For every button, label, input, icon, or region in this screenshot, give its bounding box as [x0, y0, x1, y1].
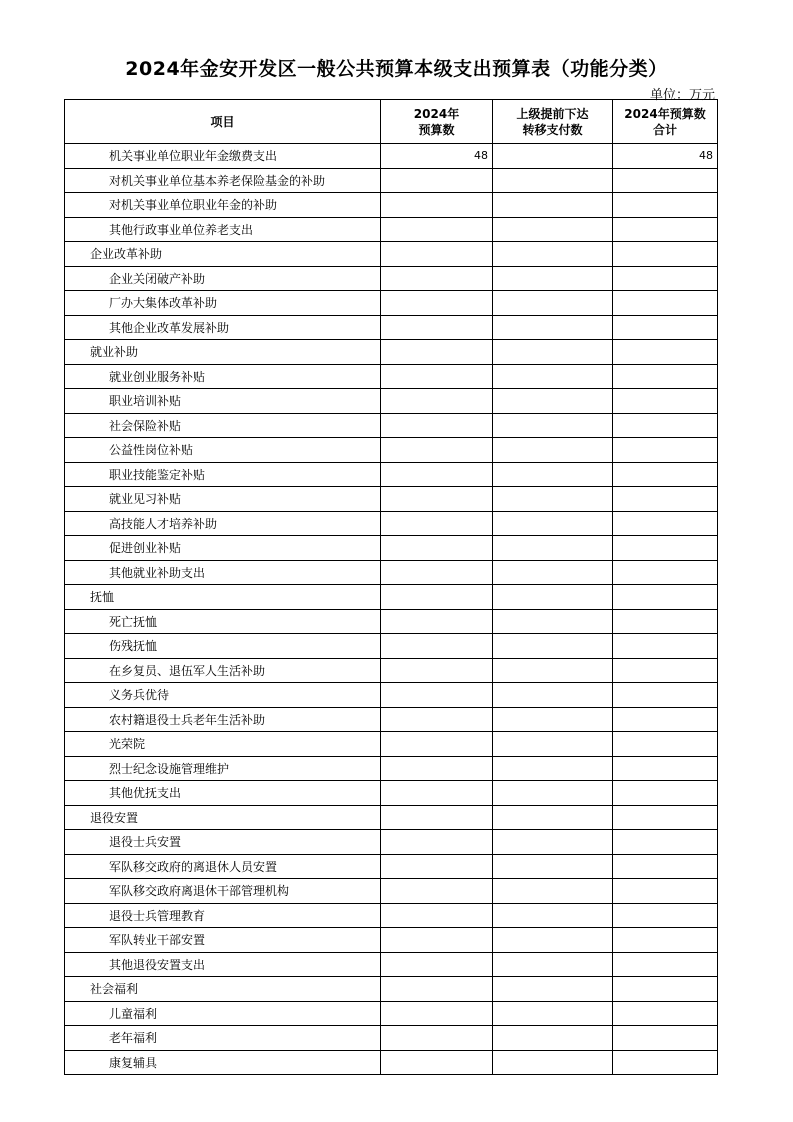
transfer-cell: [493, 585, 613, 610]
total-cell: [613, 1050, 718, 1075]
header-total-line2: 合计: [652, 122, 677, 137]
budget-cell: [381, 242, 493, 267]
transfer-cell: [493, 707, 613, 732]
budget-cell: [381, 928, 493, 953]
transfer-cell: [493, 413, 613, 438]
table-row: [65, 609, 718, 634]
transfer-cell: [493, 291, 613, 316]
header-transfer: [493, 100, 613, 144]
header-budget-line2: 预算数: [418, 122, 455, 137]
total-cell: [613, 805, 718, 830]
transfer-cell: [493, 683, 613, 708]
item-cell: 其他就业补助支出: [65, 560, 381, 585]
total-cell: [613, 1001, 718, 1026]
transfer-cell: [493, 536, 613, 561]
total-cell: [613, 413, 718, 438]
budget-cell: [381, 364, 493, 389]
header-budget-line1: 2024年: [413, 106, 460, 121]
item-cell: 对机关事业单位职业年金的补助: [65, 193, 381, 218]
total-cell: [613, 732, 718, 757]
transfer-cell: [493, 438, 613, 463]
item-cell: 退役士兵安置: [65, 830, 381, 855]
item-cell: 康复辅具: [65, 1050, 381, 1075]
item-cell: 高技能人才培养补助: [65, 511, 381, 536]
table-row: [65, 732, 718, 757]
transfer-cell: [493, 732, 613, 757]
total-cell: [613, 193, 718, 218]
transfer-cell: [493, 1026, 613, 1051]
table-row: [65, 683, 718, 708]
table-row: [65, 977, 718, 1002]
total-cell: [613, 585, 718, 610]
transfer-cell: [493, 364, 613, 389]
total-cell: [613, 266, 718, 291]
table-row: [65, 830, 718, 855]
budget-cell: 48: [381, 144, 493, 169]
transfer-cell: [493, 805, 613, 830]
total-cell: [613, 879, 718, 904]
table-row: [65, 634, 718, 659]
table-row: [65, 707, 718, 732]
total-cell: [613, 560, 718, 585]
total-cell: [613, 168, 718, 193]
total-cell: [613, 389, 718, 414]
item-cell: 退役安置: [65, 805, 381, 830]
budget-cell: [381, 536, 493, 561]
total-cell: [613, 609, 718, 634]
transfer-cell: [493, 879, 613, 904]
total-cell: [613, 830, 718, 855]
item-cell: 社会保险补贴: [65, 413, 381, 438]
item-cell: 军队移交政府的离退休人员安置: [65, 854, 381, 879]
table-row: [65, 217, 718, 242]
transfer-cell: [493, 511, 613, 536]
transfer-cell: [493, 242, 613, 267]
transfer-cell: [493, 830, 613, 855]
item-cell: 军队移交政府离退休干部管理机构: [65, 879, 381, 904]
total-cell: [613, 487, 718, 512]
total-cell: [613, 952, 718, 977]
total-cell: [613, 781, 718, 806]
budget-cell: [381, 854, 493, 879]
budget-cell: [381, 291, 493, 316]
item-cell: 烈士纪念设施管理维护: [65, 756, 381, 781]
item-cell: 抚恤: [65, 585, 381, 610]
table-row: [65, 903, 718, 928]
transfer-cell: [493, 1001, 613, 1026]
budget-table: [64, 99, 718, 1075]
item-cell: 企业改革补助: [65, 242, 381, 267]
table-row: [65, 413, 718, 438]
budget-cell: [381, 830, 493, 855]
table-row: [65, 168, 718, 193]
budget-cell: [381, 756, 493, 781]
budget-cell: [381, 732, 493, 757]
total-cell: [613, 658, 718, 683]
budget-cell: [381, 1001, 493, 1026]
transfer-cell: [493, 756, 613, 781]
table-row: [65, 242, 718, 267]
total-cell: [613, 928, 718, 953]
item-cell: 就业见习补贴: [65, 487, 381, 512]
total-cell: [613, 242, 718, 267]
transfer-cell: [493, 634, 613, 659]
table-row: [65, 511, 718, 536]
table-row: [65, 952, 718, 977]
table-row: [65, 585, 718, 610]
item-cell: 儿童福利: [65, 1001, 381, 1026]
total-cell: [613, 291, 718, 316]
total-cell: [613, 1026, 718, 1051]
table-row: [65, 144, 718, 169]
item-cell: 其他企业改革发展补助: [65, 315, 381, 340]
transfer-cell: [493, 193, 613, 218]
table-row: [65, 928, 718, 953]
header-budget: [381, 100, 493, 144]
budget-cell: [381, 462, 493, 487]
item-cell: 职业技能鉴定补贴: [65, 462, 381, 487]
total-cell: [613, 364, 718, 389]
transfer-cell: [493, 781, 613, 806]
item-cell: 老年福利: [65, 1026, 381, 1051]
budget-cell: [381, 266, 493, 291]
budget-cell: [381, 487, 493, 512]
budget-cell: [381, 511, 493, 536]
budget-cell: [381, 879, 493, 904]
item-cell: 农村籍退役士兵老年生活补助: [65, 707, 381, 732]
table-row: [65, 340, 718, 365]
transfer-cell: [493, 658, 613, 683]
item-cell: 义务兵优待: [65, 683, 381, 708]
header-transfer-line2: 转移支付数: [522, 122, 583, 137]
total-cell: [613, 683, 718, 708]
table-row: [65, 315, 718, 340]
budget-cell: [381, 217, 493, 242]
item-cell: 职业培训补贴: [65, 389, 381, 414]
transfer-cell: [493, 609, 613, 634]
header-total: [613, 100, 718, 144]
budget-cell: [381, 1050, 493, 1075]
budget-cell: [381, 585, 493, 610]
total-cell: [613, 707, 718, 732]
transfer-cell: [493, 217, 613, 242]
total-cell: [613, 315, 718, 340]
table-row: [65, 658, 718, 683]
total-cell: [613, 217, 718, 242]
total-cell: [613, 977, 718, 1002]
total-cell: [613, 756, 718, 781]
item-cell: 死亡抚恤: [65, 609, 381, 634]
item-cell: 伤残抚恤: [65, 634, 381, 659]
item-cell: 其他行政事业单位养老支出: [65, 217, 381, 242]
page-title: 2024年金安开发区一般公共预算本级支出预算表（功能分类）: [125, 58, 668, 80]
budget-cell: [381, 977, 493, 1002]
table-row: [65, 487, 718, 512]
transfer-cell: [493, 560, 613, 585]
budget-cell: [381, 413, 493, 438]
budget-cell: [381, 952, 493, 977]
budget-cell: [381, 560, 493, 585]
transfer-cell: [493, 928, 613, 953]
item-cell: 退役士兵管理教育: [65, 903, 381, 928]
table-row: [65, 193, 718, 218]
budget-cell: [381, 168, 493, 193]
item-cell: 其他优抚支出: [65, 781, 381, 806]
budget-cell: [381, 340, 493, 365]
table-row: [65, 781, 718, 806]
table-row: [65, 462, 718, 487]
budget-cell: [381, 903, 493, 928]
total-cell: [613, 634, 718, 659]
table-row: [65, 879, 718, 904]
total-cell: [613, 462, 718, 487]
unit-label: 单位：万元: [649, 88, 715, 103]
item-cell: 厂办大集体改革补助: [65, 291, 381, 316]
total-cell: [613, 511, 718, 536]
table-row: [65, 1001, 718, 1026]
budget-cell: [381, 1026, 493, 1051]
budget-cell: [381, 683, 493, 708]
transfer-cell: [493, 487, 613, 512]
table-row: [65, 266, 718, 291]
table-body: [65, 144, 718, 1075]
table-row: [65, 291, 718, 316]
transfer-cell: [493, 903, 613, 928]
budget-cell: [381, 781, 493, 806]
header-transfer-line1: 上级提前下达: [516, 106, 589, 121]
transfer-cell: [493, 340, 613, 365]
budget-cell: [381, 193, 493, 218]
budget-cell: [381, 389, 493, 414]
item-cell: 机关事业单位职业年金缴费支出: [65, 144, 381, 169]
header-item-label: 项目: [210, 114, 235, 129]
table-row: [65, 389, 718, 414]
item-cell: 社会福利: [65, 977, 381, 1002]
item-cell: 其他退役安置支出: [65, 952, 381, 977]
table-row: [65, 854, 718, 879]
budget-cell: [381, 634, 493, 659]
total-cell: [613, 340, 718, 365]
item-cell: 促进创业补贴: [65, 536, 381, 561]
budget-cell: [381, 438, 493, 463]
table-row: [65, 560, 718, 585]
transfer-cell: [493, 1050, 613, 1075]
item-cell: 在乡复员、退伍军人生活补助: [65, 658, 381, 683]
budget-cell: [381, 707, 493, 732]
transfer-cell: [493, 315, 613, 340]
table-row: [65, 1026, 718, 1051]
table-row: [65, 438, 718, 463]
transfer-cell: [493, 266, 613, 291]
table-row: [65, 536, 718, 561]
budget-cell: [381, 805, 493, 830]
table-row: [65, 1050, 718, 1075]
total-cell: [613, 536, 718, 561]
budget-cell: [381, 609, 493, 634]
transfer-cell: [493, 977, 613, 1002]
table-header-row: [65, 100, 718, 144]
item-cell: 光荣院: [65, 732, 381, 757]
total-cell: [613, 903, 718, 928]
header-total-line1: 2024年预算数: [624, 106, 706, 121]
table-row: [65, 756, 718, 781]
transfer-cell: [493, 168, 613, 193]
transfer-cell: [493, 389, 613, 414]
header-item: [65, 100, 381, 144]
transfer-cell: [493, 854, 613, 879]
transfer-cell: [493, 144, 613, 169]
total-cell: [613, 438, 718, 463]
item-cell: 企业关闭破产补助: [65, 266, 381, 291]
item-cell: 就业创业服务补贴: [65, 364, 381, 389]
budget-cell: [381, 658, 493, 683]
transfer-cell: [493, 462, 613, 487]
table-row: [65, 364, 718, 389]
table-row: [65, 805, 718, 830]
item-cell: 对机关事业单位基本养老保险基金的补助: [65, 168, 381, 193]
total-cell: 48: [613, 144, 718, 169]
total-cell: [613, 854, 718, 879]
budget-cell: [381, 315, 493, 340]
transfer-cell: [493, 952, 613, 977]
item-cell: 军队转业干部安置: [65, 928, 381, 953]
item-cell: 就业补助: [65, 340, 381, 365]
item-cell: 公益性岗位补贴: [65, 438, 381, 463]
